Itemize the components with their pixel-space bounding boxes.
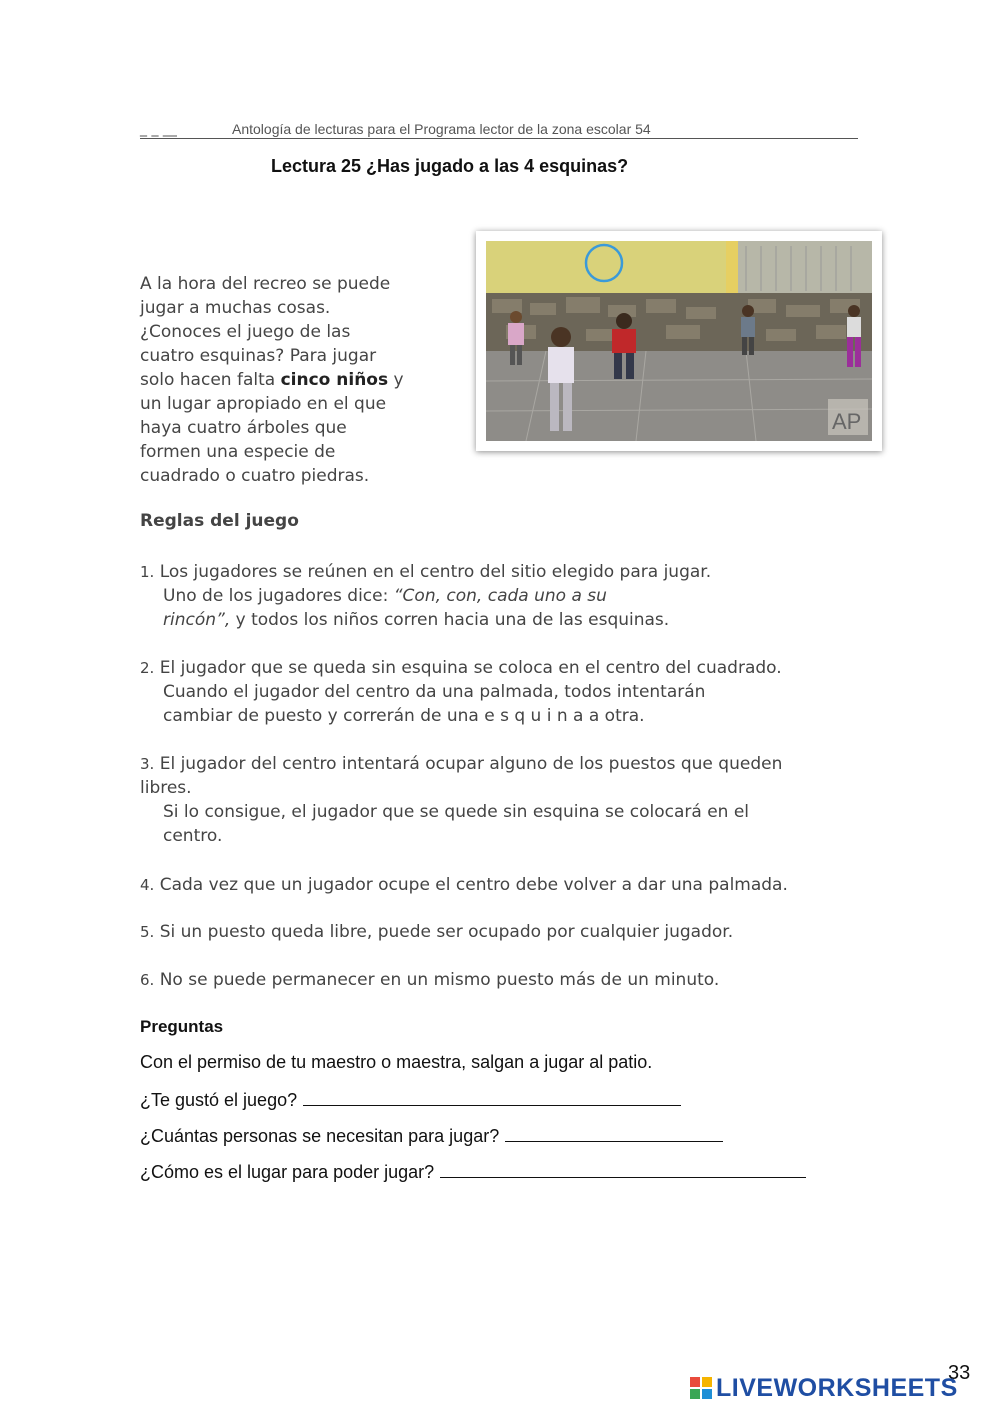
intro-paragraph <box>140 272 440 488</box>
intro-line: haya cuatro árboles que <box>140 418 347 438</box>
rule-text: Los jugadores se reúnen en el centro del sitio elegido para jugar. <box>159 562 712 582</box>
rule-line <box>140 656 880 680</box>
rule-3 <box>140 752 880 848</box>
rule-text: El jugador que se queda sin esquina se coloca en el centro del cuadrado. <box>154 658 782 678</box>
rule-text: Si un puesto queda libre, puede ser ocupado por cualquier jugador. <box>154 922 734 942</box>
question-text: ¿Cuántas personas se necesitan para jugar? <box>140 1126 500 1146</box>
question-3 <box>140 1161 806 1183</box>
photo-watermark: AP <box>832 409 862 434</box>
rule-number: 6. <box>140 971 155 989</box>
reading-title: Lectura 25 ¿Has jugado a las 4 esquinas? <box>271 156 629 176</box>
intro-line: jugar a muchas cosas. <box>140 298 331 318</box>
intro-line: A la hora del recreo se puede <box>140 274 391 294</box>
header-dash: _ _ __ <box>140 121 177 137</box>
rule-number: 2. <box>140 659 155 677</box>
answer-blank-2[interactable] <box>505 1125 723 1142</box>
intro-line: un lugar apropiado en el que <box>140 394 387 414</box>
questions-intro: Con el permiso de tu maestro o maestra, salgan a jugar al patio. <box>140 1052 653 1072</box>
question-2 <box>140 1125 723 1147</box>
answer-blank-3[interactable] <box>440 1161 806 1178</box>
answer-blank-1[interactable] <box>303 1089 681 1106</box>
rule-line <box>140 560 880 584</box>
rule-text: No se puede permanecer en un mismo puesto más de un minuto. <box>154 970 720 990</box>
rule-number: 3. <box>140 755 155 773</box>
playground-photo <box>476 231 882 451</box>
rule-number: 1. <box>140 563 155 581</box>
question-text: ¿Cómo es el lugar para poder jugar? <box>140 1162 435 1182</box>
rule-2 <box>140 656 880 728</box>
rule-line <box>140 968 880 992</box>
page-number: 33 <box>948 1362 971 1384</box>
rule-1 <box>140 560 880 632</box>
rule-6 <box>140 968 880 992</box>
header-text: Antología de lecturas para el Programa lector de la zona escolar 54 <box>232 121 651 137</box>
rule-number: 4. <box>140 876 155 894</box>
rule-line <box>140 608 880 632</box>
rule-line <box>140 584 880 608</box>
intro-line: cuadrado o cuatro piedras. <box>140 466 370 486</box>
rule-line: libres. <box>140 778 192 798</box>
rule-4 <box>140 873 880 897</box>
rule-line <box>140 920 880 944</box>
intro-line: cuatro esquinas? Para jugar <box>140 346 377 366</box>
question-1 <box>140 1089 681 1111</box>
rule-number: 5. <box>140 923 155 941</box>
rule-line: cambiar de puesto y correrán de una e s q u i n a a otra. <box>163 706 645 726</box>
rule-line: centro. <box>163 826 223 846</box>
rule-text: El jugador del centro intentará ocupar alguno de los puestos que queden <box>154 754 783 774</box>
rule-text: y todos los niños corren hacia una de las esquinas. <box>230 610 670 630</box>
intro-line: formen una especie de <box>140 442 336 462</box>
intro-line: ¿Conoces el juego de las <box>140 322 351 342</box>
rule-line <box>140 752 880 776</box>
rule-line <box>140 873 880 897</box>
rule-text: Cada vez que un jugador ocupe el centro debe volver a dar una palmada. <box>154 875 788 895</box>
rule-text: Uno de los jugadores dice: <box>163 586 394 606</box>
questions-heading: Preguntas <box>140 1017 224 1036</box>
rule-quote: “Con, con, cada uno a su <box>393 586 607 606</box>
rule-line: Si lo consigue, el jugador que se quede sin esquina se colocará en el <box>163 802 750 822</box>
intro-text: solo hacen falta <box>140 370 281 390</box>
rule-5 <box>140 920 880 944</box>
playground-photo-image <box>486 241 872 441</box>
liveworksheets-icon <box>690 1377 712 1399</box>
brand-name: LIVEWORKSHEETS <box>716 1374 958 1402</box>
rules-heading: Reglas del juego <box>140 511 299 531</box>
intro-text: y <box>388 370 404 390</box>
liveworksheets-logo[interactable] <box>690 1374 958 1403</box>
rule-quote: rincón”, <box>163 610 231 630</box>
intro-line <box>140 368 440 392</box>
intro-bold-text: cinco niños <box>280 370 389 390</box>
question-text: ¿Te gustó el juego? <box>140 1090 298 1110</box>
rule-line: Cuando el jugador del centro da una palmada, todos intentarán <box>163 682 706 702</box>
